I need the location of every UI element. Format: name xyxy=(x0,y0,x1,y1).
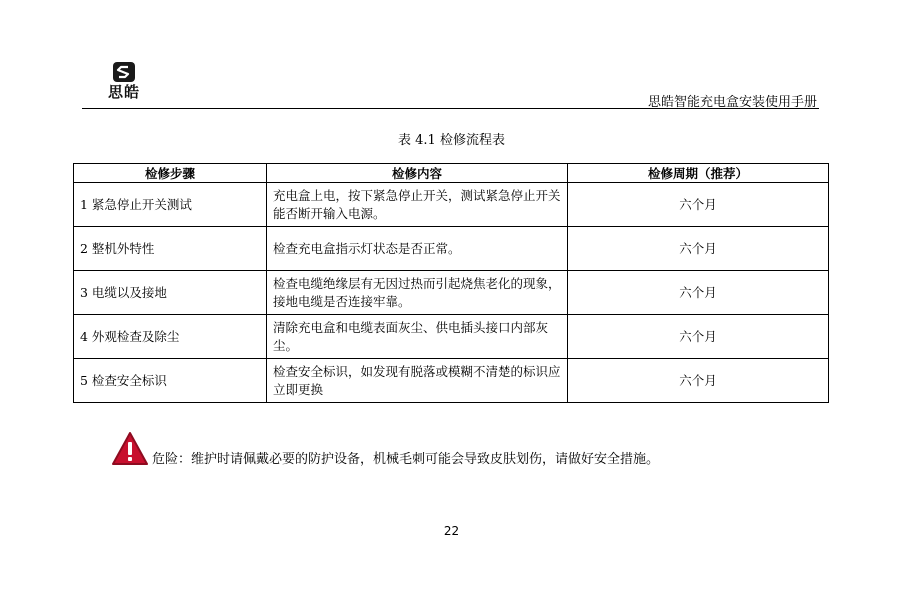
period-cell: 六个月 xyxy=(568,315,829,359)
header-divider xyxy=(82,108,819,109)
period-cell: 六个月 xyxy=(568,271,829,315)
step-cell: 3 电缆以及接地 xyxy=(74,271,267,315)
table-caption: 表 4.1 检修流程表 xyxy=(398,133,505,148)
maintenance-table xyxy=(73,163,829,403)
column-header-content: 检修内容 xyxy=(267,164,568,183)
period-cell: 六个月 xyxy=(568,183,829,227)
column-header-step: 检修步骤 xyxy=(74,164,267,183)
content-cell: 清除充电盒和电缆表面灰尘、供电插头接口内部灰尘。 xyxy=(267,315,568,359)
content-cell: 检查电缆绝缘层有无因过热而引起烧焦老化的现象，接地电缆是否连接牢靠。 xyxy=(267,271,568,315)
period-cell: 六个月 xyxy=(568,227,829,271)
logo-icon xyxy=(113,62,135,82)
step-cell: 4 外观检查及除尘 xyxy=(74,315,267,359)
step-cell: 5 检查安全标识 xyxy=(74,359,267,403)
step-cell: 2 整机外特性 xyxy=(74,227,267,271)
warning-text: 危险：维护时请佩戴必要的防护设备，机械毛刺可能会导致皮肤划伤，请做好安全措施。 xyxy=(152,452,660,467)
document-title: 思皓智能充电盒安装使用手册 xyxy=(647,95,817,110)
content-cell: 充电盒上电，按下紧急停止开关，测试紧急停止开关能否断开输入电源。 xyxy=(267,183,568,227)
danger-notice xyxy=(110,428,659,468)
table-row xyxy=(74,227,829,271)
column-header-period: 检修周期（推荐） xyxy=(568,164,829,183)
brand-logo xyxy=(104,62,144,101)
table-row xyxy=(74,271,829,315)
warning-triangle-icon xyxy=(110,430,150,468)
page-number: 22 xyxy=(443,524,460,538)
table-row xyxy=(74,359,829,403)
content-cell: 检查安全标识，如发现有脱落或模糊不清楚的标识应立即更换 xyxy=(267,359,568,403)
period-cell: 六个月 xyxy=(568,359,829,403)
table-row xyxy=(74,315,829,359)
table-row xyxy=(74,183,829,227)
step-cell: 1 紧急停止开关测试 xyxy=(74,183,267,227)
table-header-row xyxy=(74,164,829,183)
content-cell: 检查充电盒指示灯状态是否正常。 xyxy=(267,227,568,271)
logo-text: 思皓 xyxy=(107,83,140,101)
